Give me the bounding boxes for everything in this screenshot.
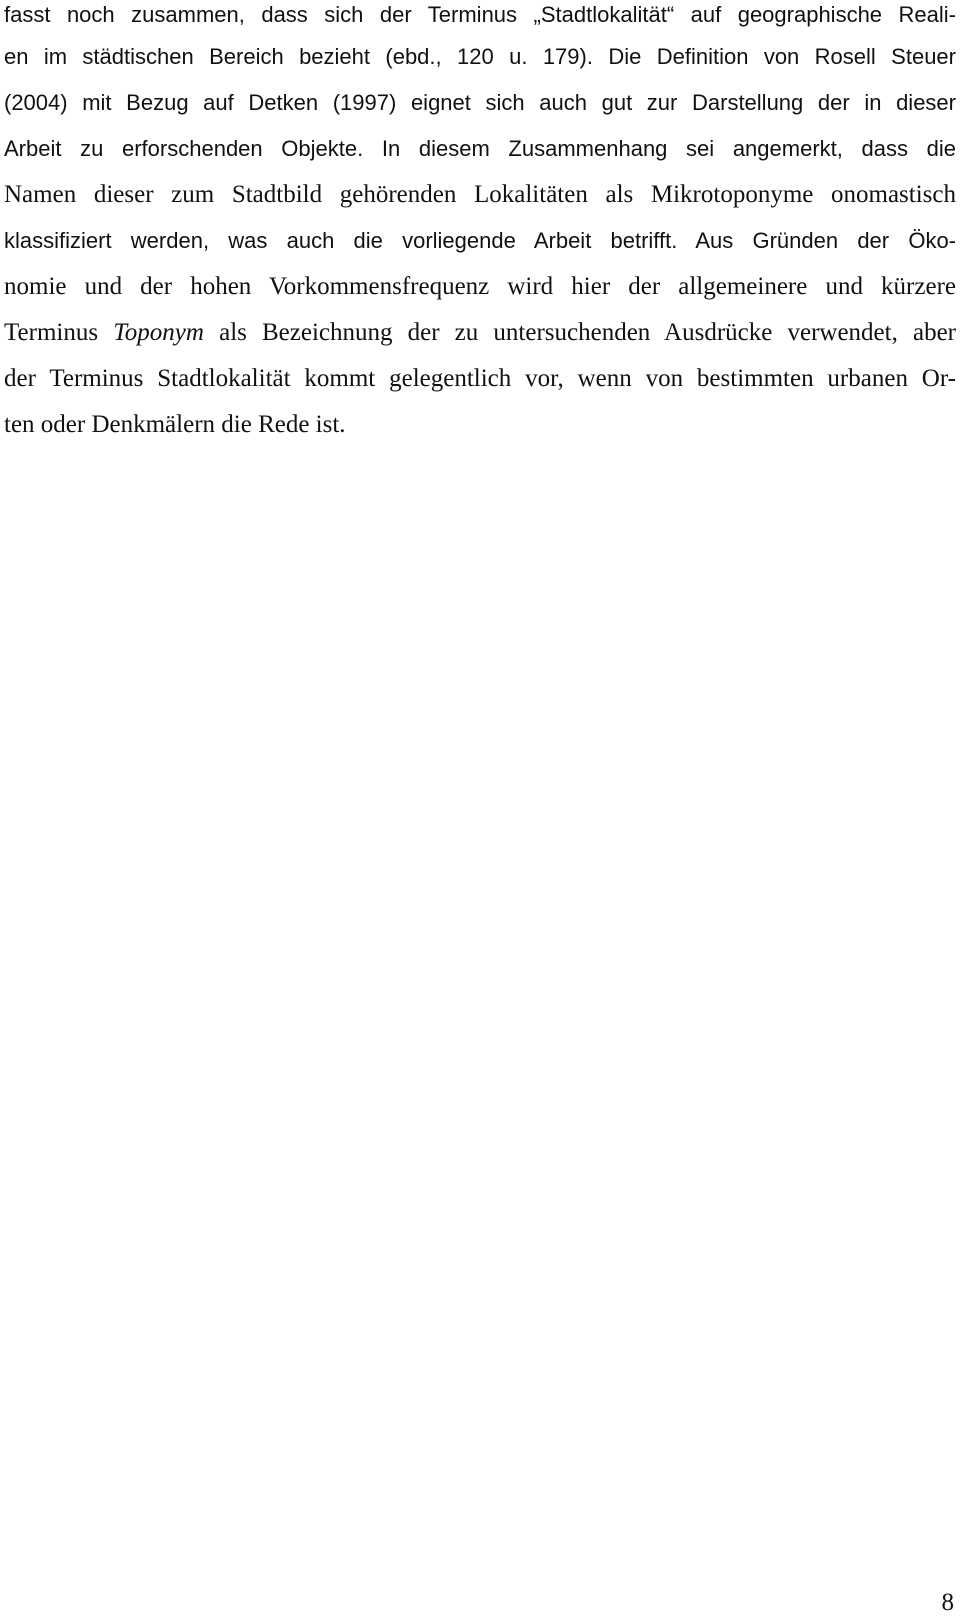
text-run: Aus Gründen der Öko-	[677, 228, 957, 253]
text-run: (2004) mit Bezug auf Detken (1997) eignet sich auch gut zur Darstellung der in dieser	[4, 90, 956, 115]
page-number: 8	[941, 1589, 954, 1616]
text-run: Terminus	[4, 319, 114, 346]
text-run: nomie und der hohen Vorkommensfrequenz wird hier der allgemeinere und kürzere	[4, 273, 956, 300]
text-run: der Terminus Stadtlokalität kommt gelegentlich vor, wenn von bestimmten urbanen Or-	[4, 365, 956, 392]
paragraph-line	[4, 318, 956, 348]
paragraph-line	[4, 410, 346, 440]
emphasized-term: Toponym	[113, 319, 204, 346]
paragraph-line	[4, 42, 956, 72]
paragraph-line	[4, 272, 956, 302]
text-run: Arbeit zu erforschenden Objekte.	[4, 136, 364, 161]
text-run: In diesem Zusammenhang sei angemerkt, dass die	[363, 136, 956, 161]
text-run: Namen dieser zum Stadtbild gehörenden Lokalitäten als Mikrotoponyme onomastisch	[4, 181, 956, 208]
text-run: en im städtischen Bereich bezieht (ebd., 120 u. 179). Die Definition von Rosell Steuer	[4, 44, 956, 69]
paragraph-line	[4, 364, 956, 394]
text-run: klassifiziert werden, was auch die vorliegende Arbeit betrifft.	[4, 228, 678, 253]
text-run: fasst noch zusammen, dass sich der Terminus „Stadtlokalität“ auf geographische Reali-	[4, 2, 956, 27]
paragraph-line	[4, 88, 956, 118]
text-run: als Bezeichnung der zu untersuchenden Ausdrücke verwendet, aber	[203, 319, 956, 346]
text-run: ten oder Denkmälern die Rede ist.	[4, 411, 346, 438]
paragraph-line	[4, 134, 956, 164]
paragraph-line	[4, 226, 956, 256]
paragraph-line	[4, 180, 956, 210]
paragraph-line	[4, 0, 956, 30]
